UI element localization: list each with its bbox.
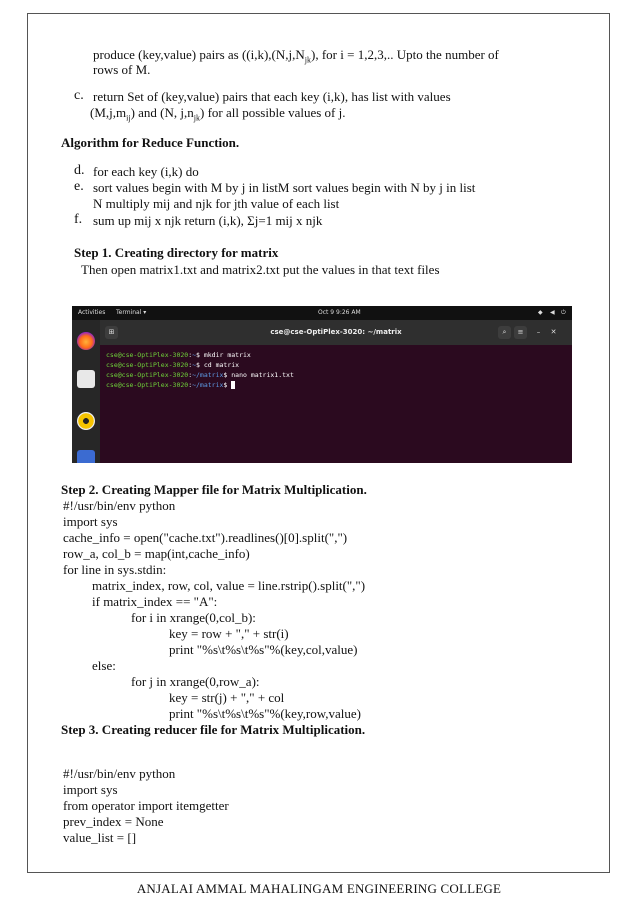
reducer-code-line: prev_index = None xyxy=(63,814,164,829)
power-icon: ⏻ xyxy=(561,309,566,316)
mapper-code-line: cache_info = open("cache.txt").readlines()[0].split(",") xyxy=(63,530,348,545)
step3-heading: Step 3. Creating reducer file for Matrix Multiplication. xyxy=(61,722,366,737)
map-continuation-line1: produce (key,value) pairs as ($(i,k),(N,j,N_{jk})$, for i = 1,2,3,.. Upto the number of xyxy=(93,47,499,65)
mapper-code-line: key = row + "," + str(i) xyxy=(169,626,289,641)
mapper-code-line: for line in sys.stdin: xyxy=(63,562,167,577)
firefox-icon xyxy=(77,332,95,350)
item-f-label: f. xyxy=(74,212,83,227)
files-icon xyxy=(77,370,95,388)
item-e-label: e. xyxy=(74,179,84,194)
clock: Oct 9 9:26 AM xyxy=(318,309,361,316)
mapper-code-line: for i in xrange(0,col_b): xyxy=(131,610,256,625)
mapper-code-line: #!/usr/bin/env python xyxy=(63,498,176,513)
terminal-app-menu: Terminal ▾ xyxy=(116,309,147,316)
terminal-line: cse@cse-OptiPlex-3020:~$ mkdir matrix xyxy=(106,351,251,359)
terminal-line: cse@cse-OptiPlex-3020:~/matrix$ xyxy=(106,380,294,390)
step2-heading: Step 2. Creating Mapper file for Matrix Multiplication. xyxy=(61,482,367,497)
mapper-code-line: print "%s\t%s\t%s"%(key,row,value) xyxy=(169,706,361,721)
mapper-code-line: row_a, col_b = map(int,cache_info) xyxy=(63,546,250,561)
item-d-text: for each key (i,k) do xyxy=(93,164,199,179)
reducer-code-line: import sys xyxy=(63,782,118,797)
terminal-titlebar xyxy=(100,320,572,345)
terminal-title: cse@cse-OptiPlex-3020: ~/matrix xyxy=(270,328,402,336)
gnome-top-bar xyxy=(72,306,572,320)
terminal-line: cse@cse-OptiPlex-3020:~/matrix$ nano matrix1.txt xyxy=(106,371,294,379)
step1-heading: Step 1. Creating directory for matrix xyxy=(74,245,279,260)
item-c-label: c. xyxy=(74,88,84,103)
menu-icon[interactable]: ≡ xyxy=(514,326,527,339)
new-tab-icon[interactable]: ⊞ xyxy=(105,326,118,339)
minimize-icon[interactable]: – xyxy=(536,328,541,336)
reducer-code-line: value_list = [] xyxy=(63,830,137,845)
writer-icon xyxy=(77,450,95,463)
mapper-code-line: import sys xyxy=(63,514,118,529)
reducer-code-line: from operator import itemgetter xyxy=(63,798,229,813)
mapper-code-line: key = str(j) + "," + col xyxy=(169,690,285,705)
search-icon[interactable]: ⌕ xyxy=(498,326,511,339)
mapper-code-line: else: xyxy=(92,658,116,673)
map-continuation-line2: rows of M. xyxy=(93,62,151,77)
mapper-code-line: print "%s\t%s\t%s"%(key,col,value) xyxy=(169,642,358,657)
item-e-text: sort values begin with M by j in listM sort values begin with N by j in list xyxy=(93,180,476,195)
close-icon[interactable]: ✕ xyxy=(550,328,557,336)
reduce-heading: Algorithm for Reduce Function. xyxy=(61,135,240,150)
mapper-code-line: for j in xrange(0,row_a): xyxy=(131,674,260,689)
terminal-output xyxy=(106,350,294,390)
network-icon: ◆ xyxy=(538,309,543,316)
mapper-code-line: if matrix_index == "A": xyxy=(92,594,218,609)
item-d-label: d. xyxy=(74,163,85,178)
item-f-text: sum up mij x njk return (i,k), Σj=1 mij x njk xyxy=(93,213,323,228)
footer-college-name: ANJALAI AMMAL MAHALINGAM ENGINEERING COLLEGE xyxy=(136,881,502,896)
terminal-line: cse@cse-OptiPlex-3020:~$ cd matrix xyxy=(106,361,240,369)
terminal-screenshot xyxy=(72,306,572,463)
dock xyxy=(72,320,100,463)
step1-text: Then open matrix1.txt and matrix2.txt put the values in that text files xyxy=(81,262,440,277)
item-c-line2: $(M,j,m_{ij})$ and (N, $j,n_{jk}$) for all possible values of j. xyxy=(90,105,346,123)
mapper-code-line: matrix_index, row, col, value = line.rstrip().split(",") xyxy=(92,578,366,593)
rhythmbox-icon xyxy=(77,412,95,430)
volume-icon: ◀ xyxy=(550,309,555,316)
item-e-continuation: N multiply mij and njk for jth value of each list xyxy=(93,196,340,211)
activities-label: Activities xyxy=(78,309,106,316)
item-c-line1: return Set of (key,value) pairs that each key (i,k), has list with values xyxy=(93,89,451,104)
reducer-code-line: #!/usr/bin/env python xyxy=(63,766,176,781)
